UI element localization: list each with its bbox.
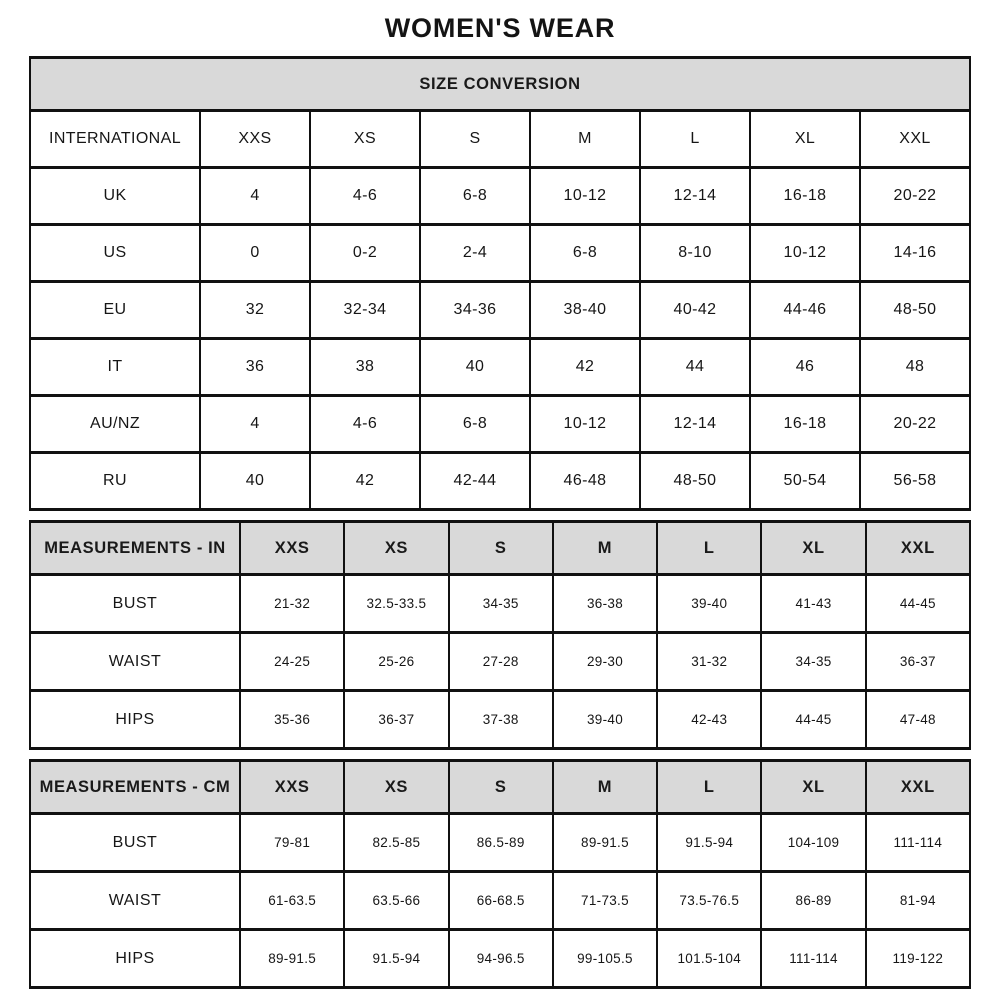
row-label: RU bbox=[30, 453, 200, 510]
table-cell: 86.5-89 bbox=[449, 814, 553, 872]
size-chart-page bbox=[29, 0, 971, 989]
row-label: BUST bbox=[30, 814, 240, 872]
row-label: IT bbox=[30, 339, 200, 396]
table-cell: 91.5-94 bbox=[657, 814, 761, 872]
table-cell: 0 bbox=[200, 225, 310, 282]
table-cell: 25-26 bbox=[344, 633, 448, 691]
table-cell: 10-12 bbox=[750, 225, 860, 282]
row-label: US bbox=[30, 225, 200, 282]
row-label: HIPS bbox=[30, 691, 240, 749]
measurements-in-table bbox=[29, 520, 971, 750]
table-cell: 47-48 bbox=[866, 691, 970, 749]
table-cell: 81-94 bbox=[866, 872, 970, 930]
table-row bbox=[30, 872, 970, 930]
column-header: XS bbox=[310, 111, 420, 168]
table-cell: 40 bbox=[200, 453, 310, 510]
column-header: L bbox=[657, 761, 761, 814]
column-header: M bbox=[530, 111, 640, 168]
table-cell: 35-36 bbox=[240, 691, 344, 749]
table-cell: 42 bbox=[530, 339, 640, 396]
table-row bbox=[30, 168, 970, 225]
table-cell: 42 bbox=[310, 453, 420, 510]
column-header: XL bbox=[761, 522, 865, 575]
column-header: L bbox=[640, 111, 750, 168]
column-header-row bbox=[30, 111, 970, 168]
table-cell: 44-45 bbox=[866, 575, 970, 633]
table-cell: 40-42 bbox=[640, 282, 750, 339]
table-row bbox=[30, 930, 970, 988]
table-cell: 44-45 bbox=[761, 691, 865, 749]
table-row bbox=[30, 225, 970, 282]
table-cell: 24-25 bbox=[240, 633, 344, 691]
table-cell: 42-44 bbox=[420, 453, 530, 510]
column-header: XXL bbox=[866, 522, 970, 575]
table-row bbox=[30, 282, 970, 339]
table-cell: 4-6 bbox=[310, 396, 420, 453]
table-cell: 16-18 bbox=[750, 396, 860, 453]
size-conversion-table bbox=[29, 56, 971, 511]
row-label: UK bbox=[30, 168, 200, 225]
column-header: XXS bbox=[240, 761, 344, 814]
table-cell: 111-114 bbox=[866, 814, 970, 872]
column-header: XS bbox=[344, 761, 448, 814]
table-row bbox=[30, 633, 970, 691]
column-header: S bbox=[420, 111, 530, 168]
table-cell: 48-50 bbox=[640, 453, 750, 510]
table-row bbox=[30, 396, 970, 453]
column-header: XXL bbox=[860, 111, 970, 168]
column-header: INTERNATIONAL bbox=[30, 111, 200, 168]
table-cell: 4 bbox=[200, 168, 310, 225]
table-cell: 42-43 bbox=[657, 691, 761, 749]
table-cell: 34-36 bbox=[420, 282, 530, 339]
table-cell: 8-10 bbox=[640, 225, 750, 282]
table-cell: 36-37 bbox=[866, 633, 970, 691]
table-cell: 44 bbox=[640, 339, 750, 396]
table-cell: 16-18 bbox=[750, 168, 860, 225]
table-cell: 31-32 bbox=[657, 633, 761, 691]
table-cell: 61-63.5 bbox=[240, 872, 344, 930]
table-cell: 63.5-66 bbox=[344, 872, 448, 930]
row-label: HIPS bbox=[30, 930, 240, 988]
row-label: EU bbox=[30, 282, 200, 339]
table-cell: 46-48 bbox=[530, 453, 640, 510]
table-cell: 89-91.5 bbox=[240, 930, 344, 988]
column-header: L bbox=[657, 522, 761, 575]
table-cell: 104-109 bbox=[761, 814, 865, 872]
table-title: MEASUREMENTS - IN bbox=[30, 522, 240, 575]
table-cell: 32-34 bbox=[310, 282, 420, 339]
table-cell: 6-8 bbox=[420, 168, 530, 225]
table-cell: 66-68.5 bbox=[449, 872, 553, 930]
table-cell: 71-73.5 bbox=[553, 872, 657, 930]
table-cell: 36-38 bbox=[553, 575, 657, 633]
table-cell: 0-2 bbox=[310, 225, 420, 282]
table-row bbox=[30, 453, 970, 510]
table-row bbox=[30, 814, 970, 872]
table-cell: 91.5-94 bbox=[344, 930, 448, 988]
table-cell: 86-89 bbox=[761, 872, 865, 930]
table-row bbox=[30, 339, 970, 396]
table-cell: 6-8 bbox=[530, 225, 640, 282]
table-cell: 21-32 bbox=[240, 575, 344, 633]
column-header: XXS bbox=[240, 522, 344, 575]
table-title-row bbox=[30, 58, 970, 111]
table-cell: 56-58 bbox=[860, 453, 970, 510]
table-cell: 14-16 bbox=[860, 225, 970, 282]
table-cell: 37-38 bbox=[449, 691, 553, 749]
table-cell: 20-22 bbox=[860, 168, 970, 225]
table-cell: 36 bbox=[200, 339, 310, 396]
table-title: SIZE CONVERSION bbox=[30, 58, 970, 111]
table-cell: 39-40 bbox=[553, 691, 657, 749]
table-cell: 101.5-104 bbox=[657, 930, 761, 988]
column-header: S bbox=[449, 522, 553, 575]
table-row bbox=[30, 575, 970, 633]
column-header: XL bbox=[761, 761, 865, 814]
table-cell: 20-22 bbox=[860, 396, 970, 453]
column-header-row bbox=[30, 522, 970, 575]
table-cell: 40 bbox=[420, 339, 530, 396]
measurements-cm-table bbox=[29, 759, 971, 989]
table-cell: 79-81 bbox=[240, 814, 344, 872]
column-header: XL bbox=[750, 111, 860, 168]
table-cell: 12-14 bbox=[640, 396, 750, 453]
row-label: WAIST bbox=[30, 872, 240, 930]
table-cell: 99-105.5 bbox=[553, 930, 657, 988]
table-cell: 119-122 bbox=[866, 930, 970, 988]
column-header: XXS bbox=[200, 111, 310, 168]
table-cell: 4 bbox=[200, 396, 310, 453]
table-cell: 38 bbox=[310, 339, 420, 396]
row-label: BUST bbox=[30, 575, 240, 633]
table-cell: 32 bbox=[200, 282, 310, 339]
table-cell: 34-35 bbox=[449, 575, 553, 633]
table-cell: 2-4 bbox=[420, 225, 530, 282]
table-cell: 94-96.5 bbox=[449, 930, 553, 988]
table-cell: 29-30 bbox=[553, 633, 657, 691]
table-cell: 39-40 bbox=[657, 575, 761, 633]
column-header: XS bbox=[344, 522, 448, 575]
table-cell: 38-40 bbox=[530, 282, 640, 339]
table-cell: 10-12 bbox=[530, 168, 640, 225]
column-header-row bbox=[30, 761, 970, 814]
table-cell: 36-37 bbox=[344, 691, 448, 749]
table-cell: 46 bbox=[750, 339, 860, 396]
table-title: MEASUREMENTS - CM bbox=[30, 761, 240, 814]
table-cell: 4-6 bbox=[310, 168, 420, 225]
column-header: S bbox=[449, 761, 553, 814]
table-row bbox=[30, 691, 970, 749]
table-cell: 27-28 bbox=[449, 633, 553, 691]
table-cell: 44-46 bbox=[750, 282, 860, 339]
table-cell: 32.5-33.5 bbox=[344, 575, 448, 633]
column-header: XXL bbox=[866, 761, 970, 814]
table-cell: 82.5-85 bbox=[344, 814, 448, 872]
table-cell: 111-114 bbox=[761, 930, 865, 988]
page-title: WOMEN'S WEAR bbox=[384, 13, 616, 43]
row-label: AU/NZ bbox=[30, 396, 200, 453]
row-label: WAIST bbox=[30, 633, 240, 691]
table-cell: 10-12 bbox=[530, 396, 640, 453]
table-cell: 41-43 bbox=[761, 575, 865, 633]
table-cell: 12-14 bbox=[640, 168, 750, 225]
table-cell: 34-35 bbox=[761, 633, 865, 691]
table-cell: 89-91.5 bbox=[553, 814, 657, 872]
table-cell: 73.5-76.5 bbox=[657, 872, 761, 930]
column-header: M bbox=[553, 522, 657, 575]
table-cell: 48-50 bbox=[860, 282, 970, 339]
column-header: M bbox=[553, 761, 657, 814]
table-cell: 48 bbox=[860, 339, 970, 396]
table-cell: 50-54 bbox=[750, 453, 860, 510]
table-cell: 6-8 bbox=[420, 396, 530, 453]
